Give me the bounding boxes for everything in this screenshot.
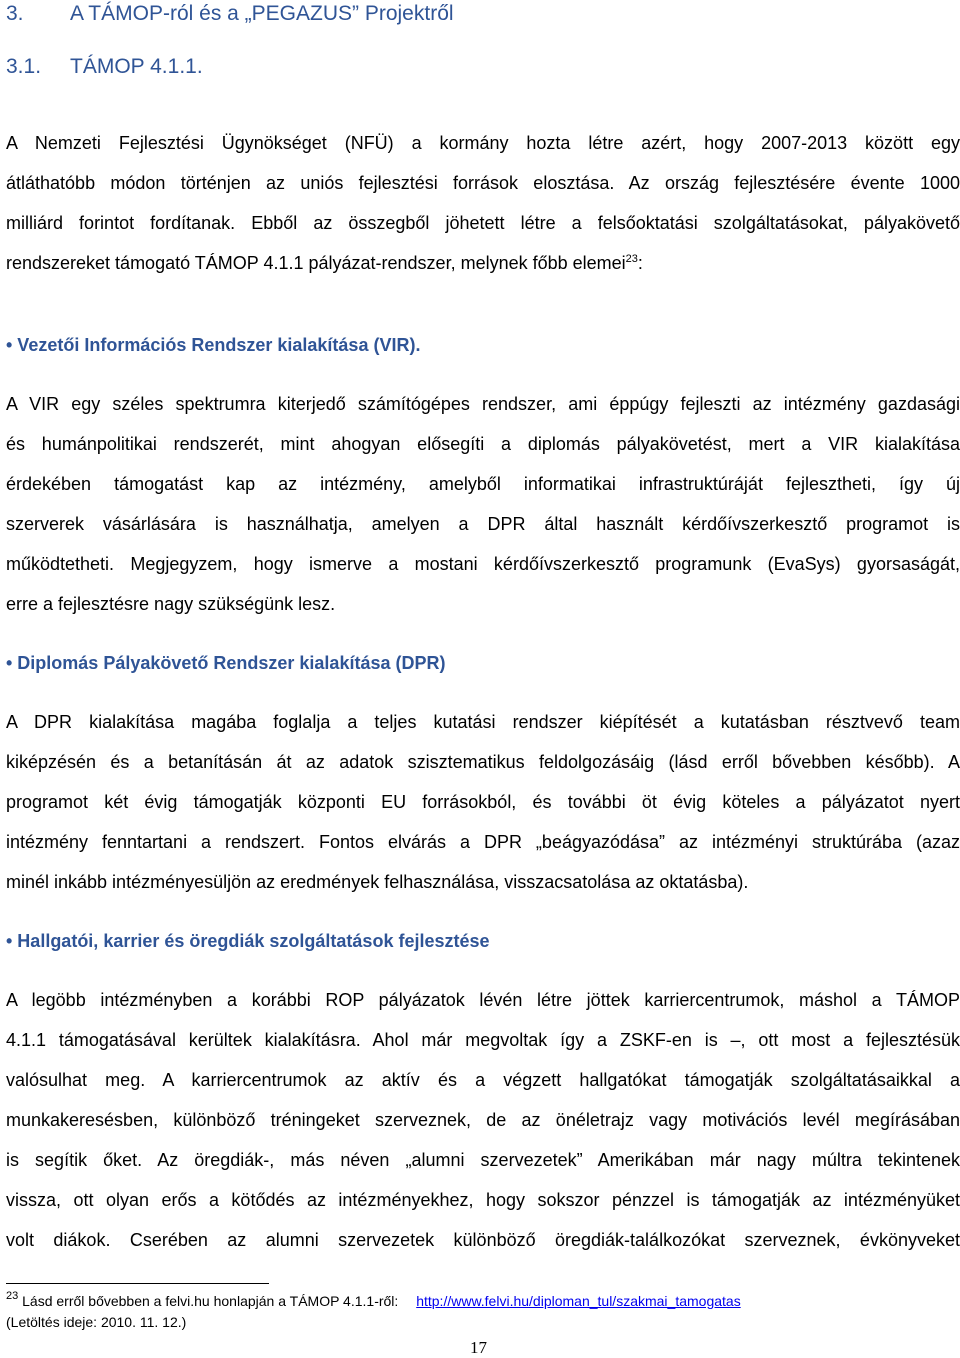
paragraph-line: szerverek vásárlására is használhatja, amelyen a DPR által használt kérdőívszerkesztő programot is (6, 514, 960, 534)
paragraph-text: : (637, 253, 643, 273)
paragraph-line: vissza, ott olyan erős a kötődés az intézményekhez, hogy sokszor pénzzel is támogatják az intézményüket (6, 1190, 960, 1210)
paragraph-line: programot két évig támogatják központi EU forrásokból, és további öt évig köteles a pályázatot nyert (6, 792, 960, 812)
paragraph-line: minél inkább intézményesüljön az eredmények felhasználása, visszacsatolása az oktatásba). (6, 872, 749, 892)
footnote-link[interactable]: http://www.felvi.hu/diploman_tul/szakmai_tamogatas (416, 1293, 741, 1309)
paragraph-line: kiképzésén és a betanításán át az adatok szisztematikus feldolgozásáig (lásd erről bővebben később). A (6, 752, 960, 772)
paragraph-line (6, 251, 960, 275)
bullet-heading-vir: • Vezetői Információs Rendszer kialakítása (VIR). (6, 335, 421, 355)
paragraph-text: rendszereket támogató TÁMOP 4.1.1 pályázat-rendszer, melynek főbb elemei (6, 253, 626, 273)
subsection-number: 3.1. (6, 55, 42, 78)
paragraph-line: milliárd forintot fordítanak. Ebből az összegből jöhetett létre a felsőoktatási szolgáltatásokat, pályakövető (6, 213, 960, 233)
subsection-title: TÁMOP 4.1.1. (70, 55, 203, 78)
bullet-heading-services: • Hallgatói, karrier és öregdiák szolgáltatások fejlesztése (6, 931, 490, 951)
section-heading (6, 2, 454, 26)
footnote-number: 23 (6, 1290, 19, 1302)
section-number: 3. (6, 2, 24, 25)
section-title: A TÁMOP-ról és a „PEGAZUS” Projektről (70, 2, 454, 25)
paragraph-line: A Nemzeti Fejlesztési Ügynökséget (NFÜ) a kormány hozta létre azért, hogy 2007-2013 között egy (6, 133, 960, 153)
paragraph-line: 4.1.1 támogatásával kerültek kialakításra. Ahol már megvoltak így a ZSKF-en is –, ott most a fejlesztésük (6, 1030, 960, 1050)
paragraph-line: valósulhat meg. A karriercentrumok az aktív és a végzett hallgatókat támogatják szolgáltatásaikkal a (6, 1070, 960, 1090)
bullet-heading-dpr: • Diplomás Pályakövető Rendszer kialakítása (DPR) (6, 653, 446, 673)
footnote-text: Lásd erről bővebben a felvi.hu honlapján a TÁMOP 4.1.1-ről: (22, 1293, 399, 1309)
footnote-separator (6, 1283, 269, 1284)
page-number: 17 (470, 1338, 487, 1357)
paragraph-line: átláthatóbb módon történjen az uniós fejlesztési források elosztása. Az ország fejlesztésére évente 1000 (6, 173, 960, 193)
footnote-date: (Letöltés ideje: 2010. 11. 12.) (6, 1314, 187, 1330)
footnote (6, 1292, 741, 1310)
paragraph-line: erre a fejlesztésre nagy szükségünk lesz. (6, 594, 336, 614)
paragraph-line: működtetheti. Megjegyzem, hogy ismerve a mostani kérdőívszerkesztő programunk (EvaSys) gyorsaságát, (6, 554, 960, 574)
paragraph-line: munkakeresésben, különböző tréningeket szerveznek, de az önéletrajz vagy motivációs levél megírásában (6, 1110, 960, 1130)
subsection-heading (6, 55, 203, 79)
paragraph-line: volt diákok. Cserében az alumni szervezetek különböző öregdiák-találkozókat szerveznek, évkönyveket (6, 1230, 960, 1250)
paragraph-line: és humánpolitikai rendszerét, mint ahogyan elősegíti a diplomás pályakövetést, mert a VIR kialakítása (6, 434, 960, 454)
paragraph-line: A DPR kialakítása magába foglalja a teljes kutatási rendszer kiépítését a kutatásban résztvevő team (6, 712, 960, 732)
paragraph-line: is segítik őket. Az öregdiák-, más néven „alumni szervezetek” Amerikában már nagy múltra tekintenek (6, 1150, 960, 1170)
paragraph-line: intézmény fenntartani a rendszert. Fontos elvárás a DPR „beágyazódása” az intézményi struktúrába (azaz (6, 832, 960, 852)
paragraph-line: A VIR egy széles spektrumra kiterjedő számítógépes rendszer, ami éppúgy fejleszti az intézmény gazdasági (6, 394, 960, 414)
paragraph-line: A legöbb intézményben a korábbi ROP pályázatok lévén létre jöttek karriercentrumok, máshol a TÁMOP (6, 990, 960, 1010)
paragraph-line: érdekében támogatást kap az intézmény, amelyből informatikai infrastruktúráját fejlesztheti, így új (6, 474, 960, 494)
footnote-reference[interactable]: 23 (625, 253, 638, 265)
